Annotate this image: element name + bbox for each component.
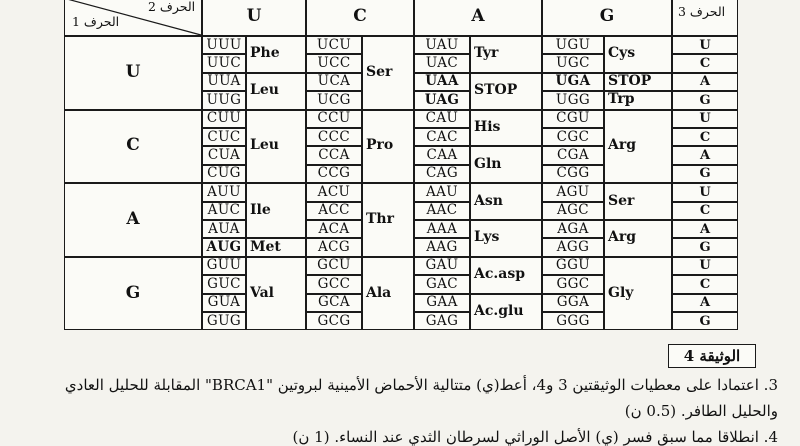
codon-AUU: AUU (207, 183, 241, 200)
third-letter-C: C (699, 55, 711, 71)
amino-acid-ala: Ala (366, 284, 392, 301)
codon-GGU: GGU (555, 257, 591, 274)
third-letter-A: A (699, 74, 711, 90)
third-letter-C: C (699, 276, 711, 292)
codon-UGG: UGG (555, 91, 591, 108)
amino-acid-leu: Leu (250, 137, 279, 154)
codon-UGU: UGU (555, 36, 591, 53)
first-letter-label: U (125, 61, 141, 82)
codon-CUG: CUG (207, 165, 241, 182)
amino-acid-his: His (474, 119, 501, 135)
header-col-label: U (246, 6, 262, 26)
codon-GAU: GAU (425, 257, 459, 274)
codon-GUA: GUA (207, 294, 241, 311)
amino-acid-lys: Lys (474, 229, 500, 246)
codon-ACG: ACG (317, 238, 351, 255)
third-letter-G: G (699, 166, 711, 182)
codon-CCC: CCC (317, 128, 351, 145)
codon-UGA: UGA (555, 73, 591, 90)
third-letter-U: U (699, 258, 711, 274)
codon-CAU: CAU (425, 110, 459, 127)
amino-acid-asn: Asn (474, 192, 503, 209)
codon-GGC: GGC (556, 275, 590, 292)
codon-CGA: CGA (556, 146, 590, 163)
third-letter-C: C (699, 203, 711, 219)
codon-CGG: CGG (556, 165, 590, 182)
amino-acid-cys: Cys (608, 45, 636, 62)
codon-CUC: CUC (207, 128, 241, 145)
third-letter-A: A (699, 221, 711, 237)
codon-CGC: CGC (556, 128, 590, 145)
amino-acid-gln: Gln (474, 155, 502, 172)
codon-AAC: AAC (426, 202, 458, 219)
codon-CGU: CGU (556, 110, 590, 127)
codon-ACA: ACA (318, 220, 350, 237)
codon-GGA: GGA (556, 294, 590, 311)
first-letter-label: C (126, 135, 140, 156)
first-letter-label: الحرف 1 (72, 14, 120, 29)
amino-acid-trp: Trp (608, 91, 635, 108)
question-3-line-2: والحليل الطافر. (0.5 ن) (624, 402, 778, 420)
codon-UAU: UAU (425, 36, 459, 53)
amino-acid-met: Met (250, 238, 281, 255)
codon-AGC: AGC (556, 202, 590, 219)
codon-ACC: ACC (318, 202, 350, 219)
amino-acid-arg: Arg (608, 137, 637, 154)
codon-UUA: UUA (207, 73, 241, 90)
codon-UUG: UUG (206, 91, 242, 108)
codon-UCG: UCG (317, 91, 351, 108)
codon-GUU: GUU (206, 257, 242, 274)
codon-AAU: AAU (425, 183, 459, 200)
codon-AGU: AGU (556, 183, 590, 200)
codon-UAG: UAG (424, 91, 460, 108)
codon-CCA: CCA (318, 146, 350, 163)
codon-UAA: UAA (425, 73, 459, 90)
amino-acid-ser: Ser (608, 192, 635, 209)
codon-GAG: GAG (425, 312, 459, 329)
codon-CAA: CAA (426, 146, 458, 163)
codon-UGC: UGC (556, 54, 590, 71)
codon-AAG: AAG (426, 238, 458, 255)
codon-AUA: AUA (208, 220, 240, 237)
third-letter-label: الحرف 3 (678, 4, 726, 19)
third-letter-C: C (699, 129, 711, 145)
codon-AAA: AAA (426, 220, 458, 237)
codon-UAC: UAC (425, 54, 459, 71)
amino-acid-stop: STOP (474, 82, 518, 99)
codon-UCA: UCA (317, 73, 351, 90)
amino-acid-tyr: Tyr (474, 45, 499, 62)
codon-CAG: CAG (425, 165, 459, 182)
amino-acid-leu: Leu (250, 82, 279, 99)
codon-CAC: CAC (426, 128, 458, 145)
codon-ACU: ACU (317, 183, 351, 200)
amino-acid-stop: STOP (608, 73, 652, 89)
third-letter-G: G (699, 92, 711, 108)
codon-GCU: GCU (317, 257, 351, 274)
amino-acid-ile: Ile (250, 201, 271, 218)
codon-GUC: GUC (207, 275, 241, 292)
question-3-line-1: 3. اعتمادا على معطيات الوثيقتين 3 و4، أعط(ي) متتالية الأحماض الأمينية لبروتين "BRCA1" المقابلة للحليل العادي (64, 376, 778, 394)
amino-acid-gly: Gly (608, 284, 634, 301)
codon-UUU: UUU (206, 36, 242, 53)
amino-acid-thr: Thr (366, 211, 394, 227)
codon-CCG: CCG (317, 165, 351, 182)
codon-GUG: GUG (206, 312, 242, 329)
header-col-label: C (353, 6, 367, 26)
amino-acid-phe: Phe (250, 45, 280, 62)
first-letter-label: G (125, 282, 141, 303)
codon-GCA: GCA (317, 294, 351, 311)
codon-AUC: AUC (207, 202, 241, 219)
third-letter-A: A (699, 147, 711, 163)
codon-CUA: CUA (207, 146, 241, 163)
codon-UCC: UCC (317, 54, 351, 71)
document-label: الوثيقة 4 (668, 344, 756, 368)
amino-acid-ac-asp: Ac.asp (474, 266, 526, 283)
codon-GGG: GGG (556, 312, 590, 329)
codon-GCG: GCG (317, 312, 351, 329)
third-letter-U: U (699, 37, 711, 53)
amino-acid-val: Val (250, 284, 274, 301)
amino-acid-ser: Ser (366, 63, 393, 80)
header-col-label: A (471, 6, 485, 26)
third-letter-U: U (699, 184, 711, 200)
third-letter-G: G (699, 313, 711, 329)
third-letter-A: A (699, 295, 711, 311)
codon-AGG: AGG (556, 238, 590, 255)
first-letter-label: A (126, 209, 140, 229)
codon-AUG: AUG (206, 238, 242, 255)
codon-GAA: GAA (426, 294, 458, 311)
codon-CUU: CUU (206, 110, 242, 127)
codon-GCC: GCC (317, 275, 351, 292)
codon-AGA: AGA (557, 220, 589, 237)
amino-acid-arg: Arg (608, 229, 637, 246)
amino-acid-pro: Pro (366, 137, 394, 154)
codon-UCU: UCU (316, 36, 352, 53)
codon-UUC: UUC (206, 54, 242, 71)
codon-GAC: GAC (425, 275, 459, 292)
amino-acid-ac-glu: Ac.glu (474, 303, 524, 319)
header-col-label: G (599, 6, 615, 26)
third-letter-G: G (699, 239, 711, 255)
second-letter-label: الحرف 2 (148, 0, 196, 14)
question-4-line: 4. انطلاقا مما سبق فسر (ي) الأصل الوراثي لسرطان الثدي عند النساء. (1 ن) (292, 428, 778, 446)
codon-CCU: CCU (317, 110, 351, 127)
third-letter-U: U (699, 111, 711, 127)
